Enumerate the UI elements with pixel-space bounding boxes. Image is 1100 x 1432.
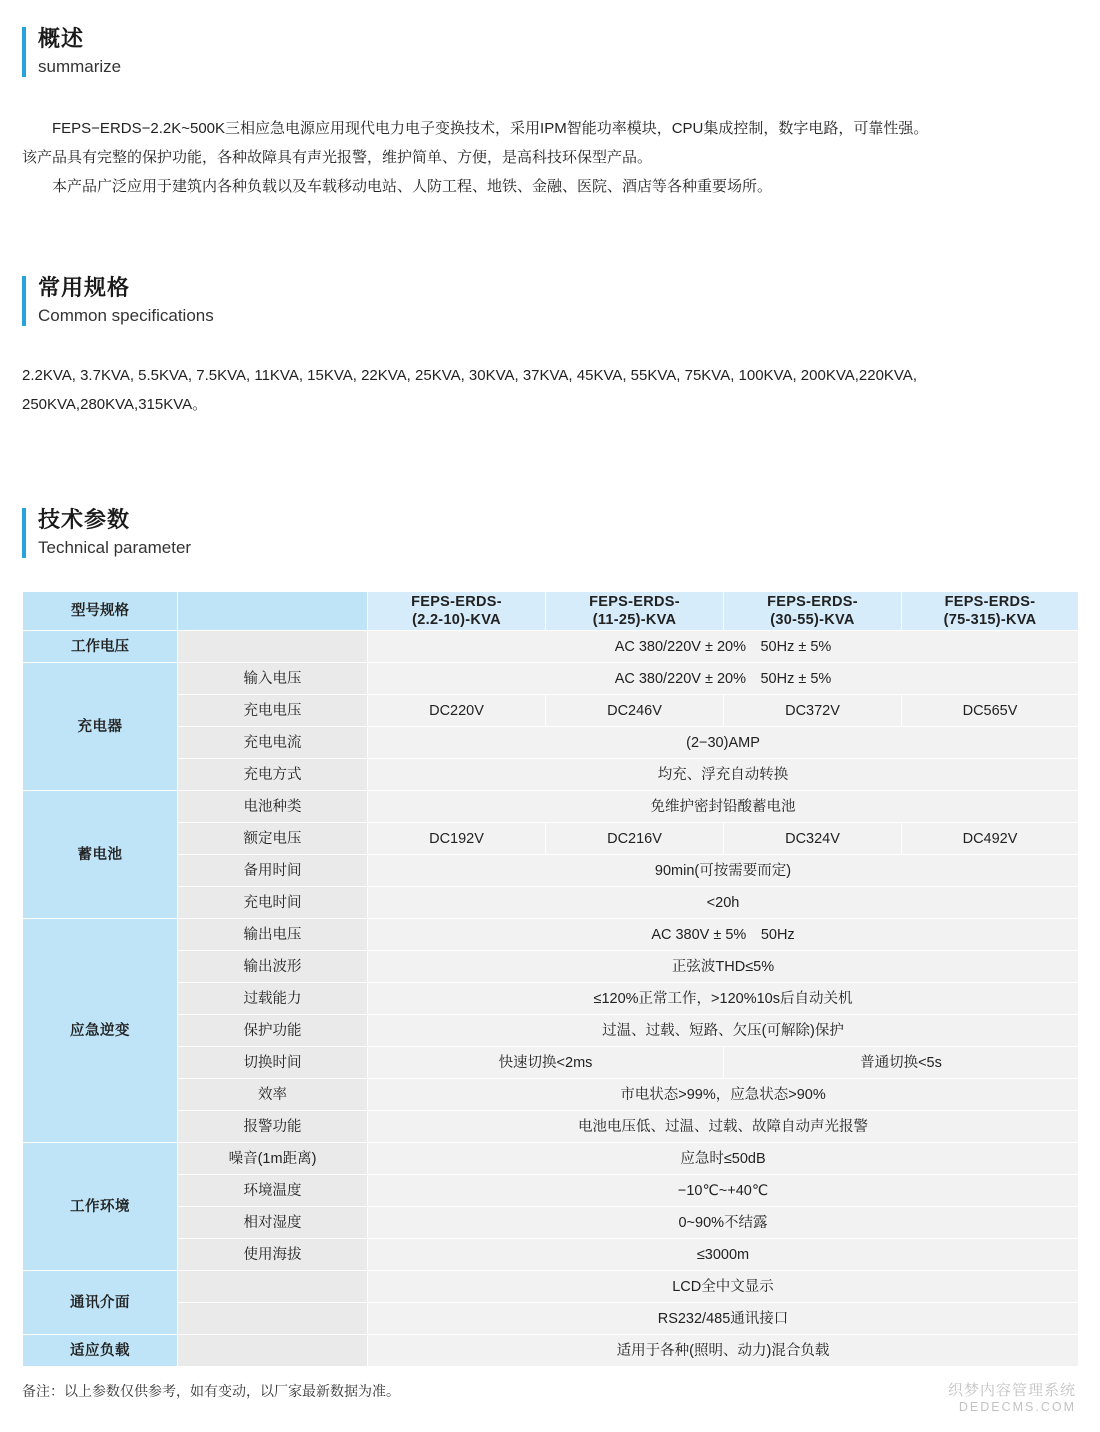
- sub-label-battery-type: 电池种类: [178, 791, 368, 823]
- value-output-voltage: AC 380V ± 5% 50Hz: [368, 919, 1079, 951]
- value-temperature: −10℃~+40℃: [368, 1175, 1079, 1207]
- header-model-label: 型号规格: [23, 592, 178, 631]
- header-model-1-line2: (2.2-10)-KVA: [412, 612, 501, 628]
- watermark: [948, 1382, 1076, 1414]
- common-specifications-section: [22, 273, 1078, 419]
- header-model-4-line1: FEPS-ERDS-: [944, 594, 1036, 610]
- value-alarm: 电池电压低、过温、过载、故障自动声光报警: [368, 1111, 1079, 1143]
- value-backup-time: 90min(可按需要而定): [368, 855, 1079, 887]
- row-label-battery: 蓄电池: [23, 791, 178, 919]
- technical-title-en: Technical parameter: [38, 538, 192, 557]
- row-sub-working-voltage: [178, 631, 368, 663]
- summary-paragraph-3: 本产品广泛应用于建筑内各种负载以及车载移动电站、人防工程、地铁、金融、医院、酒店等各种重要场所。: [52, 178, 773, 195]
- row-label-working-voltage: 工作电压: [23, 631, 178, 663]
- table-row-charge-mode: [23, 759, 1079, 791]
- table-row-output-voltage: [23, 919, 1079, 951]
- summary-paragraph-1: FEPS−ERDS−2.2K~500K三相应急电源应用现代电力电子变换技术，采用IPM智能功率模块，CPU集成控制，数字电路，可靠性强。: [52, 120, 929, 137]
- sub-label-rated-voltage: 额定电压: [178, 823, 368, 855]
- specs-title-en: Common specifications: [38, 306, 214, 325]
- table-row-interface: [23, 1303, 1079, 1335]
- sub-blank-interface: [178, 1303, 368, 1335]
- value-rated-voltage-4: DC492V: [902, 823, 1079, 855]
- sub-label-charge-current: 充电电流: [178, 727, 368, 759]
- table-row-noise: [23, 1143, 1079, 1175]
- specs-line-1: 2.2KVA, 3.7KVA, 5.5KVA, 7.5KVA, 11KVA, 15KVA, 22KVA, 25KVA, 30KVA, 37KVA, 45KVA, 55KVA, 75KVA, 100KVA, 200KVA,220KVA,: [22, 367, 917, 384]
- value-charge-voltage-3: DC372V: [724, 695, 902, 727]
- value-protection: 过温、过载、短路、欠压(可解除)保护: [368, 1015, 1079, 1047]
- table-row-alarm: [23, 1111, 1079, 1143]
- header-model-1-line1: FEPS-ERDS-: [411, 594, 502, 610]
- technical-parameter-section: [22, 505, 1078, 1401]
- row-label-charger: 充电器: [23, 663, 178, 791]
- table-row-temperature: [23, 1175, 1079, 1207]
- table-row-switch-time: [23, 1047, 1079, 1079]
- header-model-4-line2: (75-315)-KVA: [943, 612, 1037, 628]
- header-spacer: [178, 592, 368, 631]
- table-row-charge-time: [23, 887, 1079, 919]
- row-label-inverter: 应急逆变: [23, 919, 178, 1143]
- summary-paragraph-2: 该产品具有完整的保护功能，各种故障具有声光报警，维护简单、方便，是高科技环保型产品。: [22, 149, 653, 166]
- value-load: 适用于各种(照明、动力)混合负载: [368, 1335, 1079, 1367]
- row-label-comm: 通讯介面: [23, 1271, 178, 1335]
- value-rated-voltage-1: DC192V: [368, 823, 546, 855]
- header-model-1: [368, 592, 546, 631]
- sub-label-temperature: 环境温度: [178, 1175, 368, 1207]
- sub-label-input-voltage: 输入电压: [178, 663, 368, 695]
- value-input-voltage: AC 380/220V ± 20% 50Hz ± 5%: [368, 663, 1079, 695]
- table-row-charge-voltage: [23, 695, 1079, 727]
- value-charge-current: (2−30)AMP: [368, 727, 1079, 759]
- summary-heading: [22, 24, 1078, 80]
- table-row-waveform: [23, 951, 1079, 983]
- value-switch-time-normal: 普通切换<5s: [724, 1047, 1079, 1079]
- table-row-altitude: [23, 1239, 1079, 1271]
- value-interface: RS232/485通讯接口: [368, 1303, 1079, 1335]
- value-rated-voltage-3: DC324V: [724, 823, 902, 855]
- watermark-cn: 织梦内容管理系统: [947, 1382, 1076, 1400]
- value-charge-voltage-1: DC220V: [368, 695, 546, 727]
- header-model-3-line2: (30-55)-KVA: [770, 612, 855, 628]
- sub-label-switch-time: 切换时间: [178, 1047, 368, 1079]
- value-altitude: ≤3000m: [368, 1239, 1079, 1271]
- watermark-en: DEDECMS.COM: [958, 1399, 1076, 1414]
- table-row-display: [23, 1271, 1079, 1303]
- sub-label-overload: 过载能力: [178, 983, 368, 1015]
- header-model-2: [546, 592, 724, 631]
- technical-heading: [22, 505, 1078, 561]
- sub-label-charge-voltage: 充电电压: [178, 695, 368, 727]
- value-charge-time: <20h: [368, 887, 1079, 919]
- sub-label-noise: 噪音(1m距离): [178, 1143, 368, 1175]
- sub-label-altitude: 使用海拔: [178, 1239, 368, 1271]
- value-efficiency: 市电状态>99%，应急状态>90%: [368, 1079, 1079, 1111]
- table-row-efficiency: [23, 1079, 1079, 1111]
- row-label-environment: 工作环境: [23, 1143, 178, 1271]
- table-footer-note: 备注：以上参数仅供参考，如有变动，以厂家最新数据为准。: [22, 1383, 400, 1399]
- sub-label-protection: 保护功能: [178, 1015, 368, 1047]
- table-row-charge-current: [23, 727, 1079, 759]
- table-row-protection: [23, 1015, 1079, 1047]
- sub-label-backup-time: 备用时间: [178, 855, 368, 887]
- specs-title-cn: 常用规格: [38, 275, 131, 300]
- value-display: LCD全中文显示: [368, 1271, 1079, 1303]
- table-row-humidity: [23, 1207, 1079, 1239]
- sub-label-charge-mode: 充电方式: [178, 759, 368, 791]
- value-charge-voltage-2: DC246V: [546, 695, 724, 727]
- header-model-2-line1: FEPS-ERDS-: [589, 594, 680, 610]
- header-model-3: [724, 592, 902, 631]
- value-charge-mode: 均充、浮充自动转换: [368, 759, 1079, 791]
- sub-label-charge-time: 充电时间: [178, 887, 368, 919]
- technical-parameter-table: [22, 591, 1079, 1367]
- table-row-battery-type: [23, 791, 1079, 823]
- header-model-2-line2: (11-25)-KVA: [592, 612, 677, 628]
- table-row-overload: [23, 983, 1079, 1015]
- table-row-charger-input-voltage: [23, 663, 1079, 695]
- value-rated-voltage-2: DC216V: [546, 823, 724, 855]
- sub-label-waveform: 输出波形: [178, 951, 368, 983]
- sub-label-humidity: 相对湿度: [178, 1207, 368, 1239]
- technical-title-cn: 技术参数: [38, 507, 131, 532]
- summary-title-cn: 概述: [38, 26, 85, 51]
- value-battery-type: 免维护密封铅酸蓄电池: [368, 791, 1079, 823]
- summary-title-en: summarize: [38, 57, 122, 76]
- value-noise: 应急时≤50dB: [368, 1143, 1079, 1175]
- sub-blank-display: [178, 1271, 368, 1303]
- value-humidity: 0~90%不结露: [368, 1207, 1079, 1239]
- value-waveform: 正弦波THD≤5%: [368, 951, 1079, 983]
- table-row-load: [23, 1335, 1079, 1367]
- summary-section: [22, 24, 1078, 201]
- header-model-4: [902, 592, 1079, 631]
- sub-label-efficiency: 效率: [178, 1079, 368, 1111]
- value-charge-voltage-4: DC565V: [902, 695, 1079, 727]
- header-model-3-line1: FEPS-ERDS-: [767, 594, 858, 610]
- sub-blank-load: [178, 1335, 368, 1367]
- document-page: [0, 24, 1100, 1432]
- specs-line-2: 250KVA,280KVA,315KVA。: [22, 396, 208, 413]
- table-row-rated-voltage: [23, 823, 1079, 855]
- summary-body: [22, 114, 1078, 201]
- row-label-load: 适应负载: [23, 1335, 178, 1367]
- value-working-voltage: AC 380/220V ± 20% 50Hz ± 5%: [368, 631, 1079, 663]
- table-header-row: [23, 592, 1079, 631]
- specs-heading: [22, 273, 1078, 329]
- table-row-working-voltage: [23, 631, 1079, 663]
- value-overload: ≤120%正常工作，>120%10s后自动关机: [368, 983, 1079, 1015]
- value-switch-time-fast: 快速切换<2ms: [368, 1047, 724, 1079]
- table-row-backup-time: [23, 855, 1079, 887]
- specs-body: [22, 361, 1078, 419]
- sub-label-output-voltage: 输出电压: [178, 919, 368, 951]
- sub-label-alarm: 报警功能: [178, 1111, 368, 1143]
